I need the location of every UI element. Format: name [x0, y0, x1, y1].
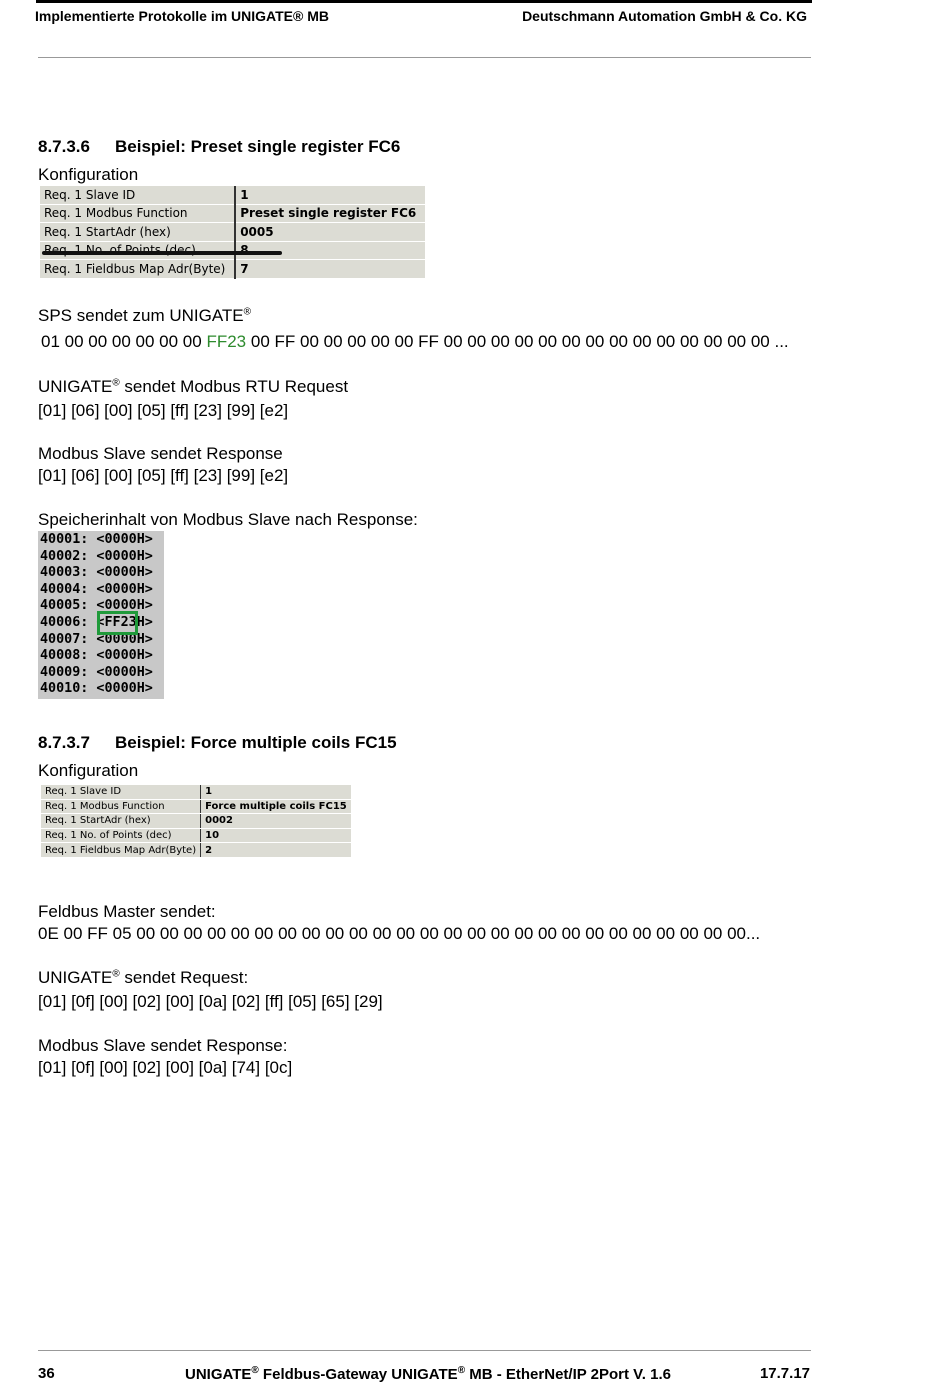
section-title: Beispiel: Preset single register FC6: [115, 137, 401, 156]
header-top-rule: [36, 0, 812, 3]
config-value: 10: [201, 828, 351, 843]
config-table-fc15: [41, 785, 351, 858]
header-left: Implementierte Protokolle im UNIGATE® MB: [35, 8, 329, 24]
master-label: Feldbus Master sendet:: [38, 902, 216, 921]
master-bytes: 0E 00 FF 05 00 00 00 00 00 00 00 00 00 00 00 00 00 00 00 00 00 00 00 00 00 00 00 00 00 00...: [38, 924, 761, 943]
config-row: [40, 223, 425, 242]
config-row: [41, 828, 351, 843]
footer-title: [185, 1365, 671, 1383]
config-label: Konfiguration: [38, 165, 139, 184]
config-key: Req. 1 StartAdr (hex): [40, 223, 235, 242]
request-label-pre: UNIGATE: [38, 968, 113, 987]
response-label: Modbus Slave sendet Response:: [38, 1036, 288, 1055]
footer-title-a: UNIGATE: [185, 1366, 252, 1383]
footer-date: 17.7.17: [759, 1365, 810, 1382]
config-value: 0002: [201, 814, 351, 829]
request-label: [38, 377, 348, 397]
memory-line: 40001: <0000H>: [40, 532, 153, 547]
config-key: Req. 1 Fieldbus Map Adr(Byte): [41, 843, 201, 858]
config-row: [41, 785, 351, 799]
registered-mark: ®: [112, 377, 120, 389]
sps-bytes-highlight: FF23: [206, 332, 247, 351]
config-key: Req. 1 Slave ID: [40, 186, 235, 204]
strikethrough-mark: [42, 251, 282, 255]
config-row: [41, 843, 351, 858]
memory-line: 40003: <0000H>: [40, 565, 153, 581]
footer-title-c: MB - EtherNet/IP 2Port V. 1.6: [465, 1366, 671, 1383]
config-row: [40, 260, 425, 279]
memory-line: 40005: <0000H>: [40, 598, 153, 614]
section-title: Beispiel: Force multiple coils FC15: [115, 733, 397, 752]
config-key: Req. 1 Modbus Function: [41, 799, 201, 814]
section-heading-fc6: [38, 137, 400, 157]
header-rule: [38, 57, 811, 58]
memory-line: 40002: <0000H>: [40, 548, 153, 564]
config-key: Req. 1 Slave ID: [41, 785, 201, 799]
memory-line: 40004: <0000H>: [40, 581, 153, 597]
section-heading-fc15: [38, 733, 397, 753]
registered-mark: ®: [457, 1365, 466, 1376]
memory-line: 40007: <0000H>: [40, 631, 153, 647]
request-bytes: [01] [0f] [00] [02] [00] [0a] [02] [ff] [05] [65] [29]: [38, 992, 383, 1011]
config-value: 0005: [235, 223, 425, 242]
config-row: [40, 186, 425, 204]
memory-line: 40009: <0000H>: [40, 664, 153, 680]
config-table-fc6: [40, 186, 425, 279]
registered-mark: ®: [243, 306, 252, 318]
config-key: Req. 1 Fieldbus Map Adr(Byte): [40, 260, 235, 279]
memory-highlight-box: [97, 611, 138, 635]
config-row: [41, 814, 351, 829]
page-number: 36: [38, 1365, 55, 1382]
memory-label: Speicherinhalt von Modbus Slave nach Response:: [38, 510, 418, 529]
section-number: 8.7.3.6: [38, 137, 90, 156]
request-label-post: sendet Modbus RTU Request: [119, 377, 349, 396]
request-label-pre: UNIGATE: [38, 377, 113, 396]
config-label: Konfiguration: [38, 761, 139, 780]
response-bytes: [01] [0f] [00] [02] [00] [0a] [74] [0c]: [38, 1058, 293, 1077]
sps-bytes-after: 00 FF 00 00 00 00 00 FF 00 00 00 00 00 00 00 00 00 00 00 00 00 00 ...: [250, 332, 789, 351]
response-label: Modbus Slave sendet Response: [38, 444, 283, 463]
header-right: Deutschmann Automation GmbH & Co. KG: [522, 8, 807, 24]
sps-bytes: [41, 332, 789, 352]
config-row: [41, 799, 351, 814]
response-bytes: [01] [06] [00] [05] [ff] [23] [99] [e2]: [38, 466, 289, 485]
memory-line: 40006: <FF23H>: [40, 614, 153, 630]
footer-rule: [38, 1350, 811, 1351]
config-value: 2: [201, 843, 351, 858]
config-value: Preset single register FC6: [235, 204, 425, 223]
memory-line: 40008: <0000H>: [40, 648, 153, 664]
sps-label: [38, 306, 251, 326]
registered-mark: ®: [112, 968, 120, 980]
config-key: Req. 1 Modbus Function: [40, 204, 235, 223]
config-key: Req. 1 No. of Points (dec): [41, 828, 201, 843]
request-bytes: [01] [06] [00] [05] [ff] [23] [99] [e2]: [38, 401, 289, 420]
sps-bytes-before: 01 00 00 00 00 00 00: [41, 332, 202, 351]
footer-title-b: Feldbus-Gateway UNIGATE: [258, 1366, 458, 1383]
config-value: 1: [235, 186, 425, 204]
config-key: Req. 1 StartAdr (hex): [41, 814, 201, 829]
config-row: [40, 204, 425, 223]
config-value: 1: [201, 785, 351, 799]
request-label-post: sendet Request:: [119, 968, 249, 987]
config-value: Force multiple coils FC15: [201, 799, 351, 814]
memory-line: 40010: <0000H>: [40, 681, 153, 697]
config-value: 7: [235, 260, 425, 279]
registered-mark: ®: [251, 1365, 259, 1376]
sps-label-text: SPS sendet zum UNIGATE: [38, 306, 244, 325]
section-number: 8.7.3.7: [38, 733, 90, 752]
request-label: [38, 968, 248, 988]
